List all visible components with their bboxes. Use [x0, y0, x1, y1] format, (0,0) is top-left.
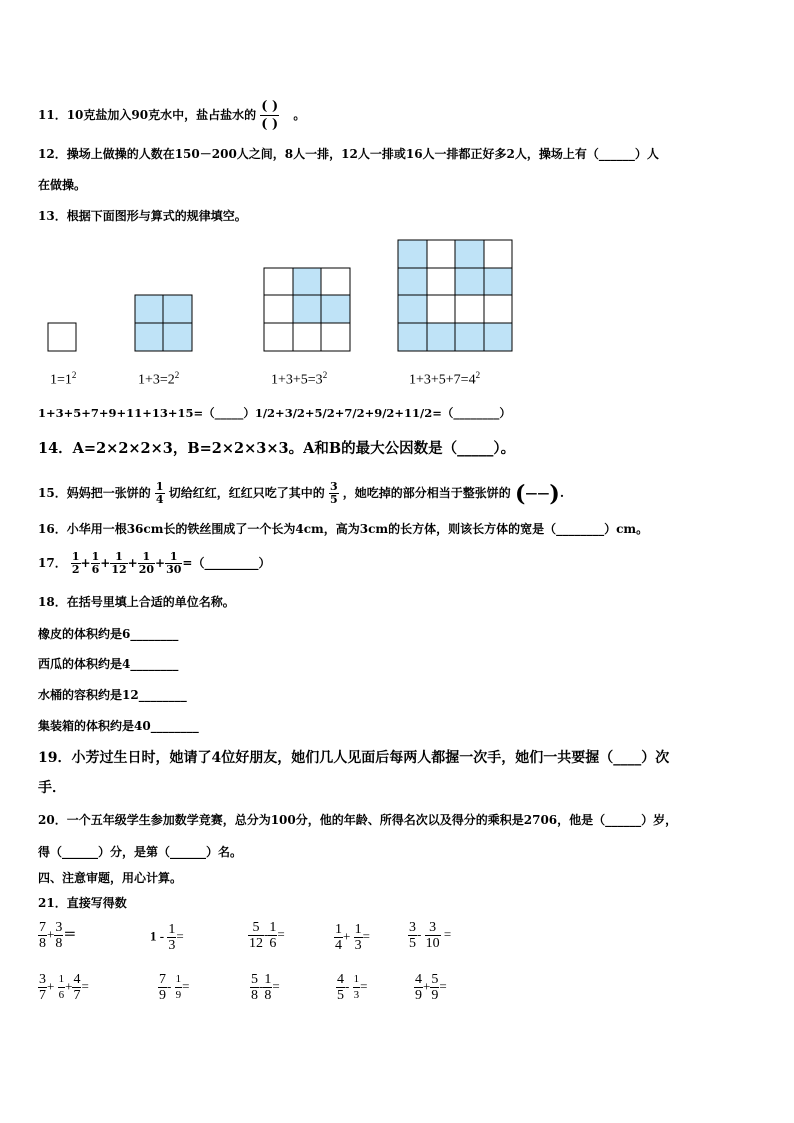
q18-item-2: 西瓜的体积约是4________	[38, 657, 179, 671]
calc-1: $\frac{7}{8}$ + $\frac{3}{8}$ ＝	[39, 920, 77, 951]
calc-3: $\frac{5}{12}$ - $\frac{1}{6}$ =	[249, 920, 285, 951]
grid-1x1	[48, 323, 76, 351]
question-16: 16．小华用一根36cm长的铁丝围成了一个长为4cm，高为3cm的长方体，则该长方体的宽是（________）cm。	[38, 522, 649, 536]
question-13-title: 13．根据下面图形与算式的规律填空。	[38, 209, 247, 223]
calc-8: $\frac{5}{8}$ - $\frac{1}{8}$ =	[251, 972, 280, 1003]
q11-fraction: ( ) ( )	[261, 99, 279, 132]
question-11: 11．10克盐加入90克水中，盐占盐水的 ( ) ( ) 。	[38, 99, 306, 132]
grid-4x4	[398, 240, 512, 351]
calc-9: $\frac{4}{5}$ - $\frac{1}{3}$ =	[337, 972, 368, 1003]
q11-text: 11．10克盐加入90克水中，盐占盐水的	[38, 108, 257, 122]
question-17: 17． $\frac{1}{2}$ + $\frac{1}{6}$ + $\frac{1}{12}$ + $\frac{1}{20}$ + $\frac{1}{30}$ =（_________）	[38, 550, 271, 576]
formula-4: $1+3+5+7=4^2$	[409, 370, 481, 388]
calc-6: $\frac{3}{7}$ + $\frac{1}{6}$ + $\frac{4}{7}$ =	[39, 972, 89, 1003]
q18-item-3: 水桶的容积约是12________	[38, 688, 187, 702]
grid-3x3	[264, 268, 350, 351]
question-18-title: 18．在括号里填上合适的单位名称。	[38, 595, 235, 609]
q18-item-4: 集装箱的体积约是40________	[38, 719, 199, 733]
calc-10: $\frac{4}{9}$ + $\frac{5}{9}$ =	[415, 972, 447, 1003]
question-12: 12．操场上做操的人数在150－200人之间，8人一排，12人一排或16人一排都正好多2人，操场上有（______）人	[38, 147, 659, 161]
question-19-cont: 手．	[38, 780, 66, 796]
calc-4: $\frac{1}{4}$ + $\frac{1}{3}$ =	[335, 922, 370, 953]
question-14: 14．A=2×2×2×3，B=2×2×3×3。A和B的最大公因数是（_____）。	[38, 440, 516, 457]
calc-5: $\frac{3}{5}$ - $\frac{3}{10}$ =	[409, 920, 452, 951]
question-15: 15．妈妈把一张饼的 $\frac{1}{4}$ 切给红红，红红只吃了其中的 $\frac{3}{5}$ ，她吃掉的部分相当于整张饼的 (——).	[38, 480, 565, 507]
question-21-title: 21．直接写得数	[38, 896, 127, 910]
question-19: 19．小芳过生日时，她请了4位好朋友，她们几人见面后每两人都握一次手，她们一共要握（____）次	[38, 750, 670, 766]
formula-1: $1=1^2$	[50, 370, 77, 388]
question-12-cont: 在做操。	[38, 178, 87, 192]
question-20-cont: 得（______）分，是第（______）名。	[38, 845, 243, 859]
calc-7: $\frac{7}{9}$ - $\frac{1}{9}$ =	[159, 972, 190, 1003]
q15-fraction-2: $\frac{3}{5}$	[329, 480, 338, 506]
grid-2x2	[135, 295, 192, 351]
question-20: 20．一个五年级学生参加数学竞赛，总分为100分，他的年龄、所得名次以及得分的乘积是2706，他是（______）岁，	[38, 813, 678, 827]
calc-2: 1 - $\frac{1}{3}$ =	[150, 922, 184, 953]
q18-item-1: 橡皮的体积约是6________	[38, 627, 179, 641]
section-heading: 四、注意审题，用心计算。	[38, 871, 183, 885]
formula-3: $1+3+5=3^2$	[271, 370, 328, 388]
formula-2: $1+3=2^2$	[138, 370, 180, 388]
square-pattern-figure	[0, 230, 560, 360]
question-13-answers: 1+3+5+7+9+11+13+15=（_____）1/2+3/2+5/2+7/2+9/2+11/2=（________）	[38, 406, 511, 420]
q15-fraction-1: $\frac{1}{4}$	[155, 480, 164, 506]
q15-blank: ——	[525, 486, 550, 500]
